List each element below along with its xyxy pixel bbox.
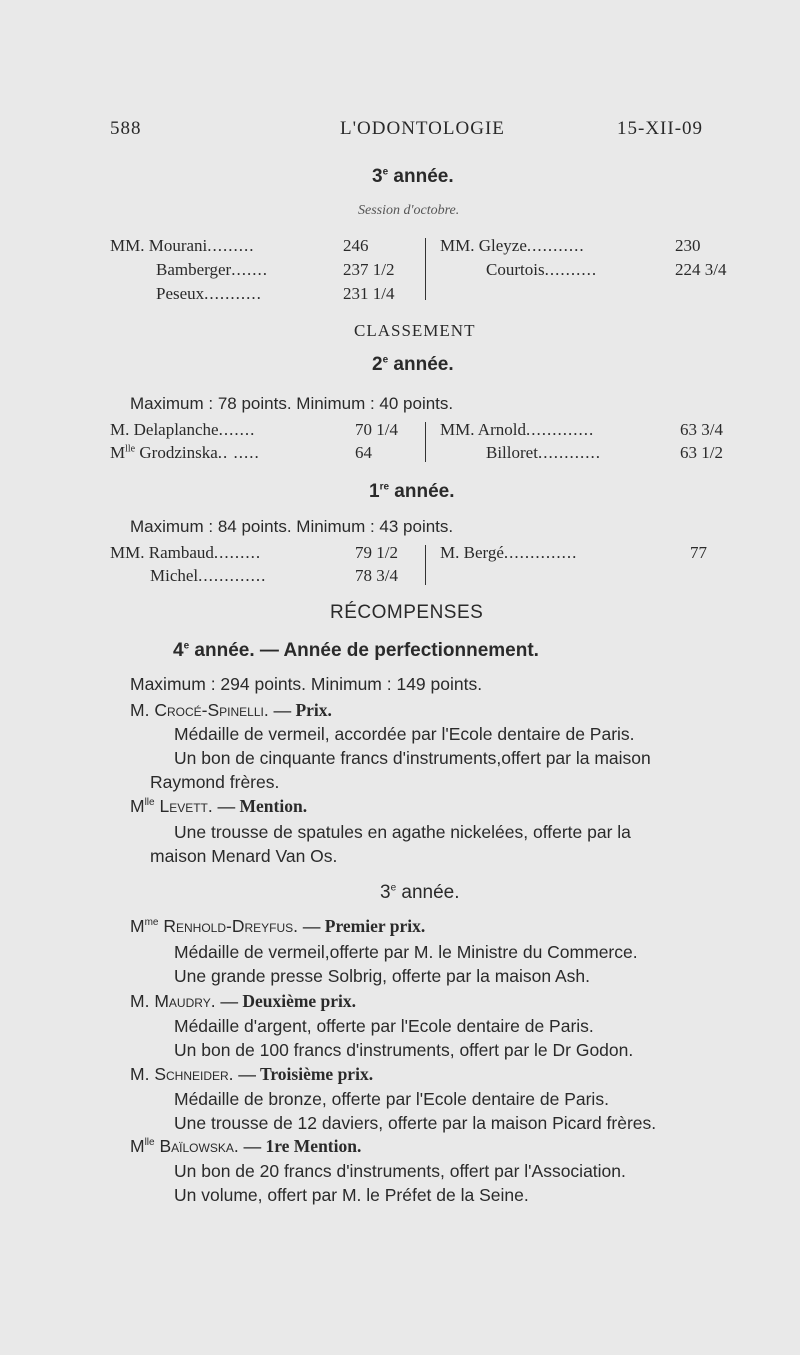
candidate-score: 79 1/2: [355, 543, 398, 562]
award-entry: [130, 796, 307, 817]
result-row: [156, 260, 268, 280]
recipient-prefix: M.: [130, 700, 150, 720]
candidate-name: Bamberger: [156, 260, 232, 279]
recipient-prefix: $M^{lle}$: [130, 796, 155, 816]
result-row: [110, 443, 260, 463]
candidate-score: 63 3/4: [680, 420, 723, 439]
first-year-limits: Maximum : 84 points. Minimum : 43 points.: [130, 517, 454, 536]
award-entry: [130, 700, 332, 721]
candidate-score: 231 1/4: [343, 284, 395, 303]
award-entry: [130, 1064, 373, 1085]
candidate-name: Peseux: [156, 284, 205, 303]
candidate-name: M. Delaplanche: [110, 420, 219, 439]
classement-heading: CLASSEMENT: [354, 321, 476, 340]
candidate-score: 237 1/2: [343, 260, 395, 279]
award-line: Médaille de vermeil,offerte par M. le Ministre du Commerce.: [174, 942, 638, 962]
recipient-name: Crocé-Spinelli.: [154, 700, 269, 720]
recipient-name: Baïlowska.: [159, 1136, 239, 1156]
recipient-name: Renhold-Dreyfus.: [163, 916, 299, 936]
result-row: [486, 260, 597, 280]
candidate-name: M. Bergé: [440, 543, 504, 562]
result-row: [110, 543, 261, 563]
column-divider: [425, 238, 426, 300]
result-row: [110, 236, 255, 256]
third-year-awards-heading: 3e année.: [380, 882, 460, 903]
result-row: [486, 443, 601, 463]
award-line: Raymond frères.: [150, 772, 280, 792]
candidate-name: Michel: [150, 566, 199, 585]
third-year-oct-heading: 3e année.: [372, 166, 454, 187]
candidate-name: Billoret: [486, 443, 538, 462]
result-row: [156, 284, 262, 304]
award-title: — Prix.: [273, 700, 332, 720]
leader-dots: .. .....: [217, 443, 260, 462]
second-year-heading: 2e année.: [372, 354, 454, 375]
fourth-year-heading: 4e année. — Année de perfectionnement.: [173, 640, 539, 661]
leader-dots: ...........: [204, 284, 262, 303]
session-subtitle: Session d'octobre.: [358, 203, 460, 218]
candidate-name: MM. Rambaud: [110, 543, 214, 562]
award-entry: [130, 916, 425, 937]
issue-date: 15-XII-09: [617, 118, 704, 139]
recipient-prefix: M.: [130, 1064, 150, 1084]
candidate-name: $M^{lle}$ Grodzinska: [110, 443, 218, 462]
award-line: Une grande presse Solbrig, offerte par la maison Ash.: [174, 966, 591, 986]
result-row: [110, 420, 255, 440]
leader-dots: .........: [213, 543, 262, 562]
award-line: Une trousse de 12 daviers, offerte par la maison Picard frères.: [174, 1113, 657, 1133]
leader-dots: ..........: [544, 260, 598, 279]
result-row: [150, 566, 266, 586]
award-line: Un bon de 100 francs d'instruments, offert par le Dr Godon.: [174, 1040, 634, 1060]
second-year-limits: Maximum : 78 points. Minimum : 40 points.: [130, 394, 454, 413]
journal-title: L'ODONTOLOGIE: [340, 118, 505, 139]
recipient-prefix: $M^{lle}$: [130, 1136, 155, 1156]
candidate-score: 64: [355, 443, 372, 462]
recipient-name: Levett.: [159, 796, 213, 816]
award-title: — Deuxième prix.: [220, 991, 357, 1011]
candidate-name: MM. Gleyze: [440, 236, 527, 255]
award-line: Une trousse de spatules en agathe nickelées, offerte par la: [174, 822, 631, 842]
leader-dots: .............: [198, 566, 267, 585]
candidate-score: 77: [690, 543, 707, 562]
candidate-name: MM. Arnold: [440, 420, 526, 439]
leader-dots: ............: [537, 443, 601, 462]
candidate-score: 78 3/4: [355, 566, 398, 585]
recompenses-heading: RÉCOMPENSES: [330, 602, 484, 623]
award-title: — Troisième prix.: [238, 1064, 374, 1084]
award-title: — 1re Mention.: [243, 1136, 362, 1156]
leader-dots: .............: [525, 420, 595, 439]
page-number: 588: [110, 118, 142, 139]
leader-dots: .........: [207, 236, 255, 255]
award-title: — Premier prix.: [302, 916, 426, 936]
award-entry: [130, 991, 356, 1012]
candidate-score: 224 3/4: [675, 260, 727, 279]
recipient-prefix: $M^{me}$: [130, 916, 159, 936]
result-row: [440, 236, 585, 256]
award-line: Un bon de 20 francs d'instruments, offert par l'Association.: [174, 1161, 626, 1181]
leader-dots: ..............: [503, 543, 578, 562]
award-line: Un bon de cinquante francs d'instruments,offert par la maison: [174, 748, 651, 768]
result-row: [440, 420, 594, 440]
candidate-score: 230: [675, 236, 701, 255]
award-line: maison Menard Van Os.: [150, 846, 338, 866]
award-line: Médaille de bronze, offerte par l'Ecole dentaire de Paris.: [174, 1089, 609, 1109]
first-year-heading: 1re année.: [369, 481, 455, 502]
leader-dots: ...........: [526, 236, 585, 255]
recipient-name: Schneider.: [154, 1064, 234, 1084]
leader-dots: .......: [218, 420, 256, 439]
candidate-name: Courtois: [486, 260, 545, 279]
award-entry: [130, 1136, 361, 1157]
candidate-name: MM. Mourani: [110, 236, 208, 255]
candidate-score: 246: [343, 236, 369, 255]
column-divider: [425, 422, 426, 462]
result-row: [440, 543, 577, 563]
column-divider: [425, 545, 426, 585]
recipient-name: Maudry.: [154, 991, 216, 1011]
award-line: Médaille d'argent, offerte par l'Ecole dentaire de Paris.: [174, 1016, 594, 1036]
fourth-year-limits: Maximum : 294 points. Minimum : 149 points.: [130, 674, 483, 694]
award-line: Un volume, offert par M. le Préfet de la Seine.: [174, 1185, 529, 1205]
leader-dots: .......: [231, 260, 268, 279]
award-line: Médaille de vermeil, accordée par l'Ecole dentaire de Paris.: [174, 724, 635, 744]
recipient-prefix: M.: [130, 991, 150, 1011]
award-title: — Mention.: [217, 796, 308, 816]
candidate-score: 63 1/2: [680, 443, 723, 462]
candidate-score: 70 1/4: [355, 420, 398, 439]
